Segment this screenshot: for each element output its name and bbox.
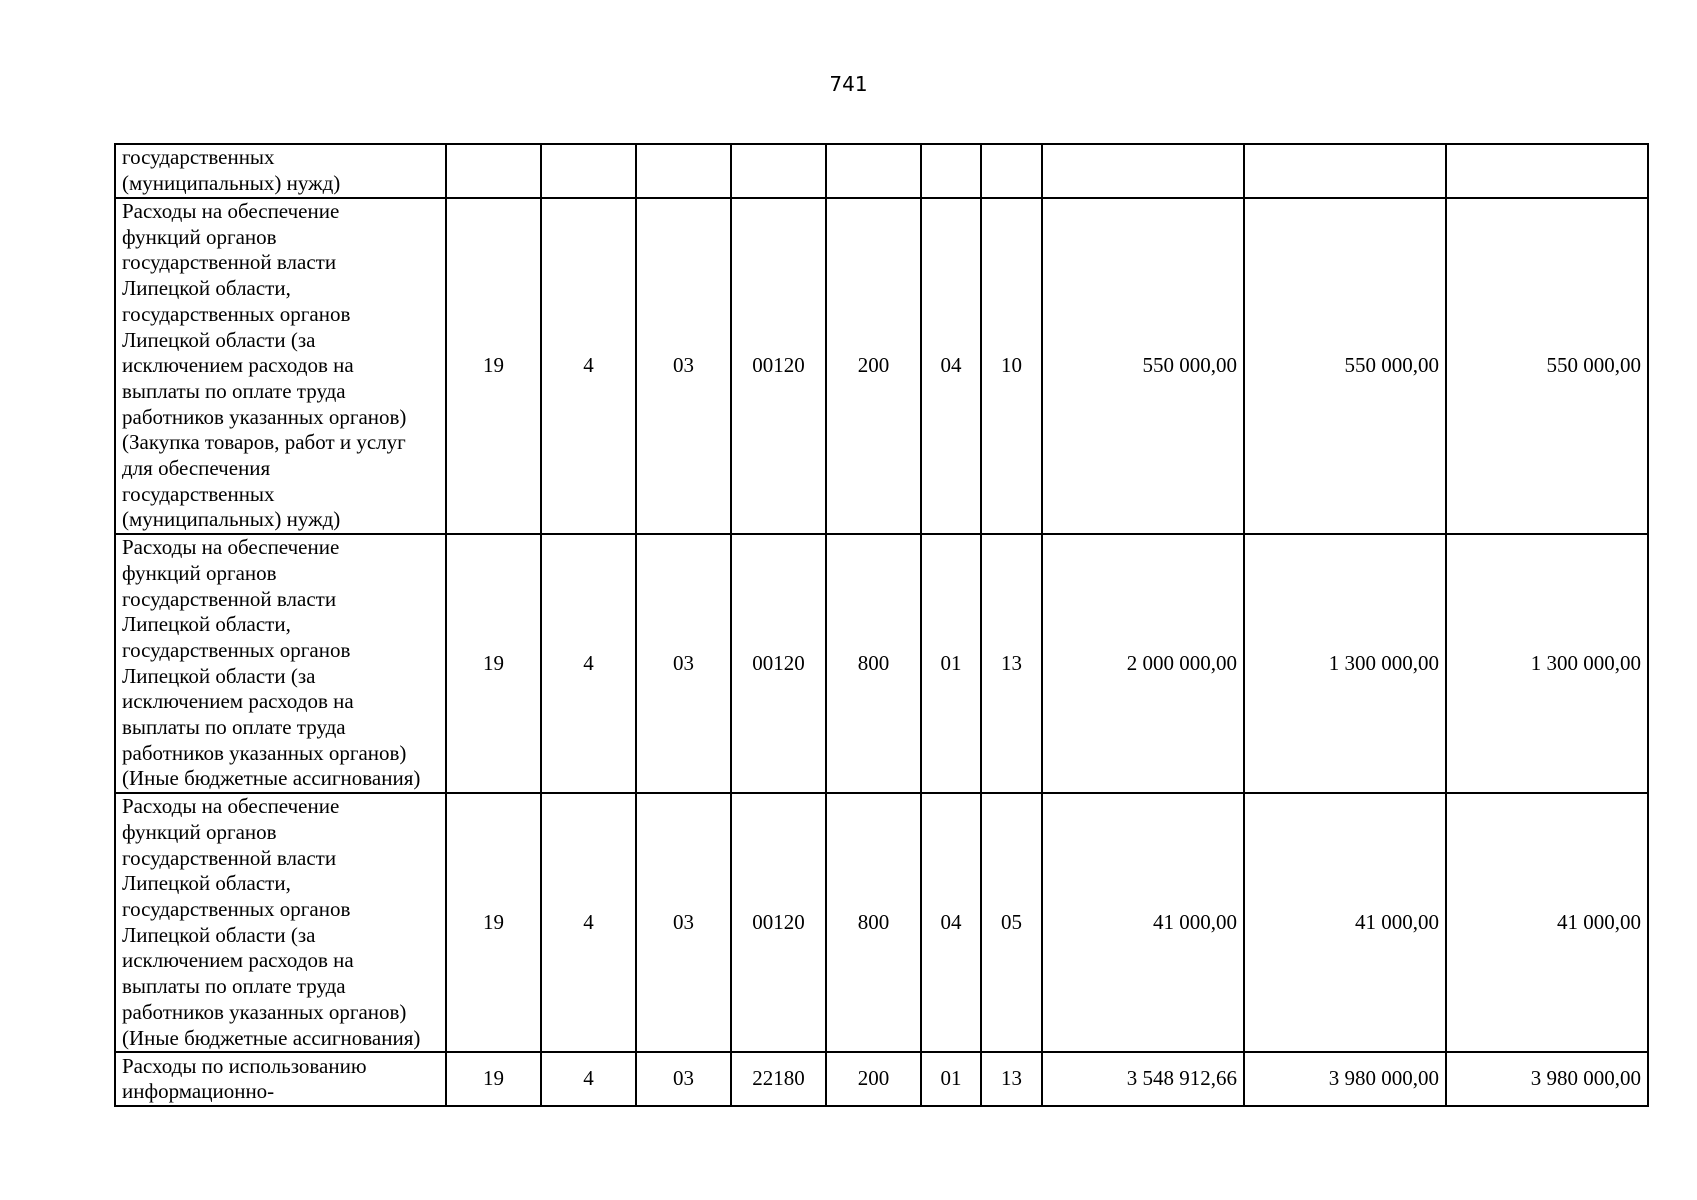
code-cell: 19 bbox=[446, 793, 541, 1052]
amount-cell: 1 300 000,00 bbox=[1244, 534, 1446, 793]
code-cell bbox=[981, 144, 1042, 198]
code-cell: 00120 bbox=[731, 198, 826, 534]
code-cell: 800 bbox=[826, 534, 921, 793]
code-cell: 03 bbox=[636, 198, 731, 534]
code-cell: 19 bbox=[446, 1052, 541, 1106]
code-cell bbox=[921, 144, 981, 198]
amount-cell: 41 000,00 bbox=[1446, 793, 1648, 1052]
amount-cell: 2 000 000,00 bbox=[1042, 534, 1244, 793]
expense-name-cell: Расходы на обеспечение функций органов государственной власти Липецкой области, государственных органов Липецкой области (за исключением расходов на выплаты по оплате труда работников указанных органов) (Иные бюджетные ассигнования) bbox=[115, 793, 446, 1052]
page-number: 741 bbox=[829, 72, 868, 96]
table-row bbox=[115, 144, 1648, 198]
amount-cell: 550 000,00 bbox=[1042, 198, 1244, 534]
code-cell bbox=[446, 144, 541, 198]
code-cell: 19 bbox=[446, 198, 541, 534]
code-cell: 200 bbox=[826, 198, 921, 534]
expense-name-cell: Расходы на обеспечение функций органов государственной власти Липецкой области, государственных органов Липецкой области (за исключением расходов на выплаты по оплате труда работников указанных органов) (Иные бюджетные ассигнования) bbox=[115, 534, 446, 793]
code-cell: 19 bbox=[446, 534, 541, 793]
code-cell: 04 bbox=[921, 198, 981, 534]
table-row bbox=[115, 534, 1648, 793]
table-row bbox=[115, 793, 1648, 1052]
code-cell: 4 bbox=[541, 793, 636, 1052]
code-cell: 03 bbox=[636, 793, 731, 1052]
expense-name-cell: Расходы по использованию информационно- bbox=[115, 1052, 446, 1106]
code-cell: 01 bbox=[921, 534, 981, 793]
code-cell: 13 bbox=[981, 534, 1042, 793]
code-cell bbox=[826, 144, 921, 198]
amount-cell: 3 980 000,00 bbox=[1244, 1052, 1446, 1106]
code-cell: 00120 bbox=[731, 534, 826, 793]
code-cell: 10 bbox=[981, 198, 1042, 534]
amount-cell: 41 000,00 bbox=[1244, 793, 1446, 1052]
amount-cell: 550 000,00 bbox=[1446, 198, 1648, 534]
amount-cell: 3 548 912,66 bbox=[1042, 1052, 1244, 1106]
amount-cell: 550 000,00 bbox=[1244, 198, 1446, 534]
expense-name-cell: Расходы на обеспечение функций органов государственной власти Липецкой области, государственных органов Липецкой области (за исключением расходов на выплаты по оплате труда работников указанных органов) (Закупка товаров, работ и услуг для обеспечения государственных (муниципальных) нужд) bbox=[115, 198, 446, 534]
code-cell: 03 bbox=[636, 1052, 731, 1106]
code-cell: 4 bbox=[541, 198, 636, 534]
code-cell: 01 bbox=[921, 1052, 981, 1106]
code-cell: 13 bbox=[981, 1052, 1042, 1106]
code-cell: 05 bbox=[981, 793, 1042, 1052]
code-cell: 4 bbox=[541, 534, 636, 793]
code-cell: 4 bbox=[541, 1052, 636, 1106]
code-cell: 00120 bbox=[731, 793, 826, 1052]
code-cell: 200 bbox=[826, 1052, 921, 1106]
budget-table bbox=[114, 143, 1649, 1107]
amount-cell bbox=[1244, 144, 1446, 198]
amount-cell bbox=[1446, 144, 1648, 198]
amount-cell bbox=[1042, 144, 1244, 198]
budget-table-body bbox=[115, 144, 1648, 1106]
code-cell: 03 bbox=[636, 534, 731, 793]
code-cell: 22180 bbox=[731, 1052, 826, 1106]
code-cell bbox=[636, 144, 731, 198]
amount-cell: 41 000,00 bbox=[1042, 793, 1244, 1052]
amount-cell: 3 980 000,00 bbox=[1446, 1052, 1648, 1106]
amount-cell: 1 300 000,00 bbox=[1446, 534, 1648, 793]
expense-name-cell: государственных (муниципальных) нужд) bbox=[115, 144, 446, 198]
code-cell bbox=[541, 144, 636, 198]
code-cell: 04 bbox=[921, 793, 981, 1052]
code-cell bbox=[731, 144, 826, 198]
table-row bbox=[115, 198, 1648, 534]
table-row bbox=[115, 1052, 1648, 1106]
code-cell: 800 bbox=[826, 793, 921, 1052]
